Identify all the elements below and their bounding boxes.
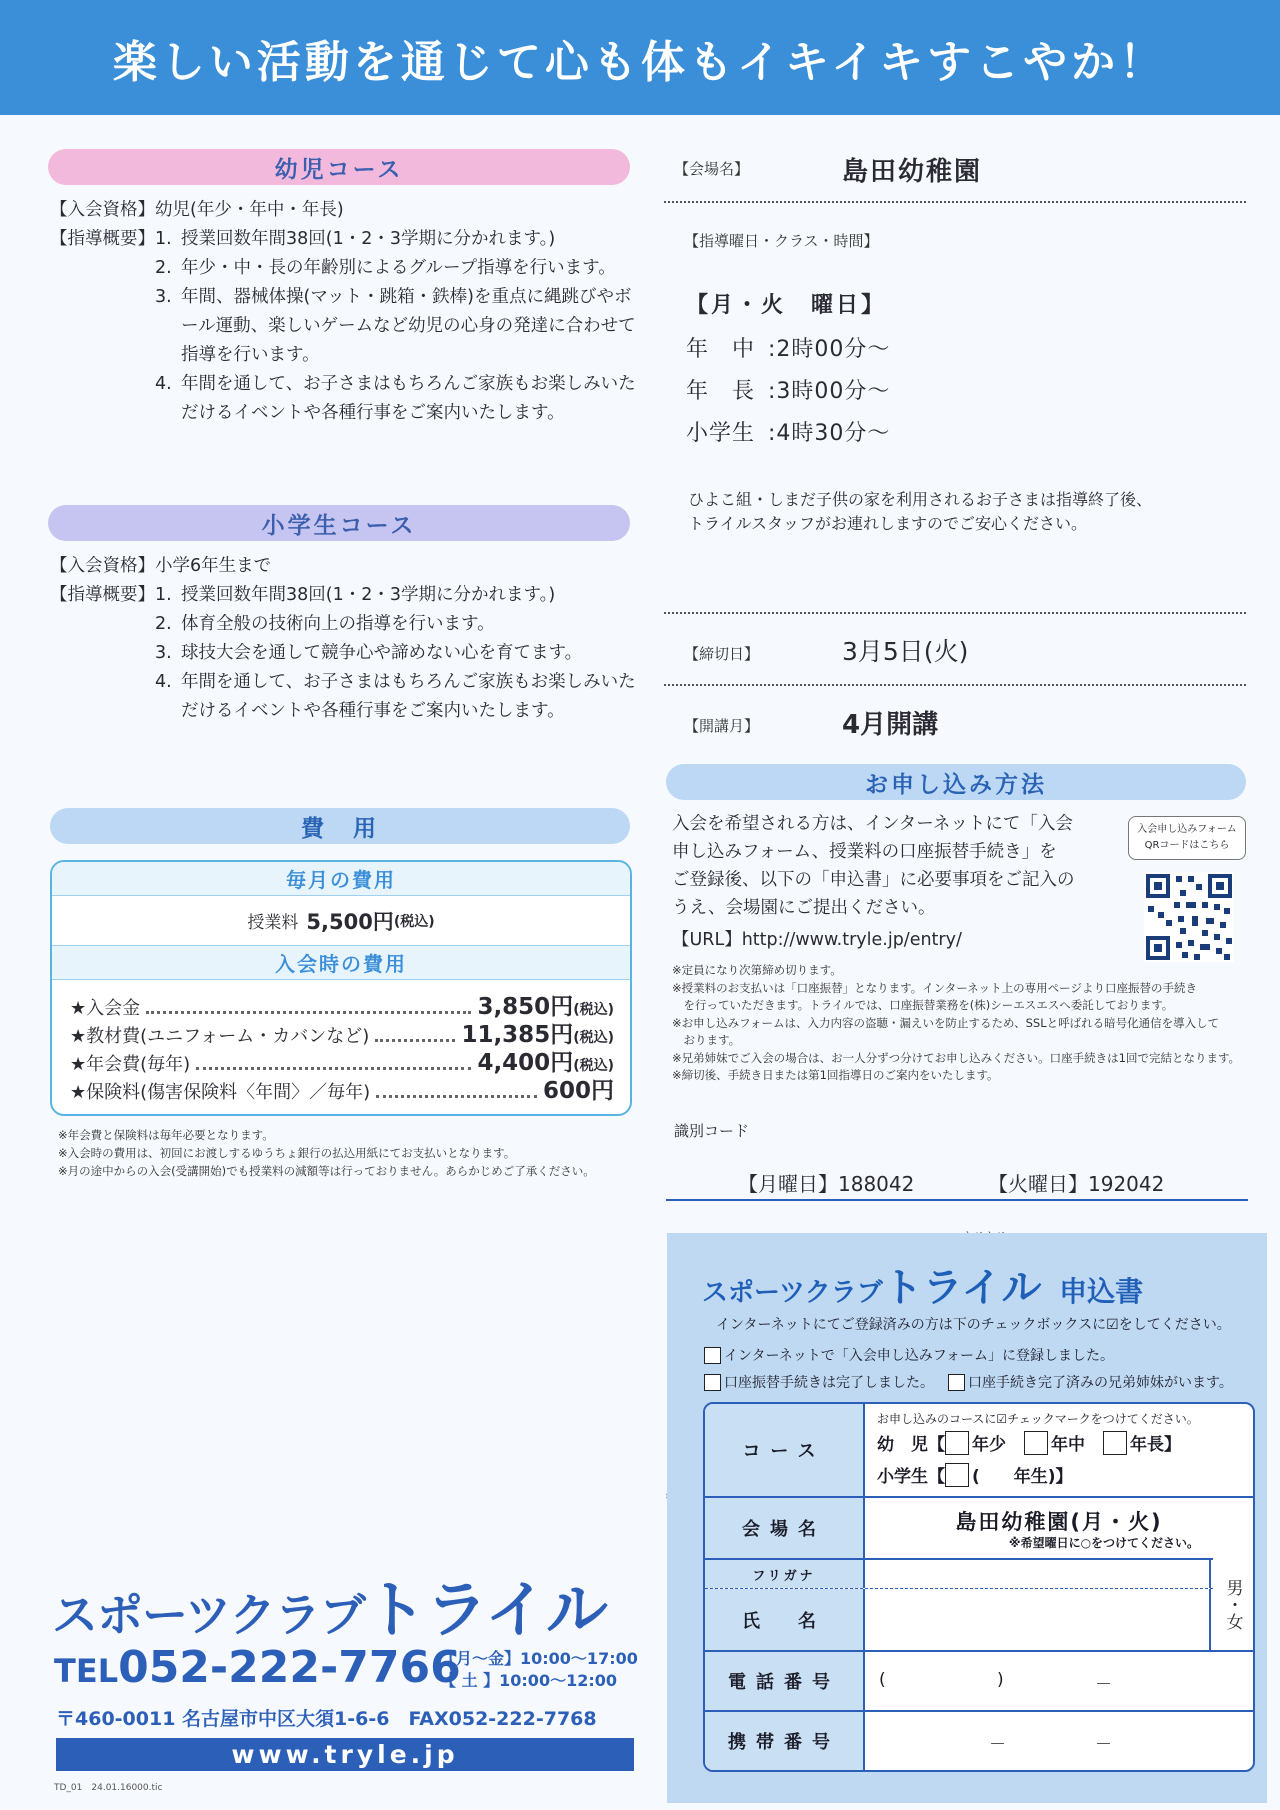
check-row-2 — [704, 1372, 1233, 1392]
mobile-input[interactable] — [865, 1712, 1253, 1770]
form-title-big: トライル — [882, 1265, 1042, 1311]
shogaku-grade-field[interactable]: ( 年生)】 — [972, 1467, 1073, 1487]
apply-note: ※兄弟姉妹でご入会の場合は、お一人分ずつ分けてお申し込みください。口座手続きは1回で完結となります。 — [672, 1050, 1241, 1065]
venue-note: ※希望曜日に○をつけてください。 — [1008, 1536, 1200, 1550]
fees-header-label: 費 用 — [301, 815, 379, 842]
fee-notes — [58, 1126, 648, 1180]
fee-note: ※年会費と保険料は毎年必要となります。 — [58, 1128, 274, 1142]
brand-tel — [54, 1642, 461, 1693]
checkbox-nenchu[interactable] — [1024, 1431, 1048, 1455]
schedule-row: 小学生 :4時30分～ — [686, 421, 891, 446]
apply-text-line: 申し込みフォーム、授業料の口座振替手続き」を — [672, 842, 1057, 862]
apply-url[interactable]: 【URL】http://www.tryle.jp/entry/ — [672, 930, 962, 950]
gender-options[interactable]: 男・女 — [1222, 1578, 1243, 1630]
pickup-note-line: ひよこ組・しまだ子供の家を利用されるお子さまは指導終了後、 — [688, 490, 1153, 509]
deadline-value: 3月5日(火) — [842, 637, 969, 666]
name-row — [705, 1588, 1253, 1650]
form-title — [702, 1256, 1143, 1313]
hours-saturday: 【 土 】10:00～12:00 — [440, 1671, 618, 1690]
check2-label: 口座振替手続きは完了しました。 — [724, 1375, 934, 1391]
youji-qual-value: 幼児(年少・年中・年長) — [155, 200, 344, 220]
fee-box — [50, 860, 632, 1116]
apply-note: ※定員になり次第締め切ります。 — [672, 963, 842, 977]
venue-row — [705, 1496, 1253, 1558]
brand-title-small: スポーツクラブ — [52, 1588, 365, 1642]
website-link[interactable] — [56, 1738, 634, 1771]
apply-text-line: ご登録後、以下の「申込書」に必要事項をご記入の — [672, 870, 1075, 890]
tel-label: TEL — [54, 1652, 119, 1690]
fee-note: ※月の途中からの入会(受講開始)でも授業料の減額等は行っておりません。あらかじめご了承ください。 — [58, 1164, 595, 1178]
shogaku-item: 3. 球技大会を通して競争心や諦めない心を育てます。 — [155, 643, 583, 663]
apply-note: ※お申し込みフォームは、入力内容の盗聴・漏えいを防止するため、SSLと呼ばれる暗号化通信を導入して — [672, 1015, 1220, 1030]
divider — [664, 201, 1246, 203]
fee-row: ★年会費(毎年) 4,400円 (税込) — [70, 1050, 614, 1076]
phone-row — [705, 1650, 1253, 1710]
monthly-fee-label: 授業料 — [247, 913, 299, 933]
deadline-tag: 【締切日】 — [684, 645, 760, 663]
checkbox-account-transfer[interactable] — [704, 1374, 721, 1391]
name-input[interactable] — [865, 1589, 1211, 1650]
shogaku-course-header — [48, 505, 630, 541]
pickup-note — [688, 488, 1248, 536]
fee-row: ★保険料(傷害保険料〈年間〉／毎年) 600円 — [70, 1078, 614, 1104]
apply-header-label: お申し込み方法 — [865, 771, 1047, 798]
shogaku-item: 1. 授業回数年間38回(1・2・3学期に分かれます。) — [155, 585, 556, 605]
youji-course-details — [50, 196, 640, 428]
pickup-note-line: トライルスタッフがお連れしますのでご安心ください。 — [688, 514, 1088, 533]
shogaku-options — [877, 1462, 1073, 1487]
nenchu-label: 年中 — [1051, 1435, 1085, 1455]
id-code-monday: 【月曜日】188042 — [738, 1172, 915, 1196]
mobile-row — [705, 1710, 1253, 1770]
business-hours — [440, 1648, 638, 1692]
mobile-format-dash: － — [989, 1735, 1006, 1755]
shogaku-option-label: 小学生【 — [877, 1467, 945, 1487]
hours-weekday: 【月～金】10:00～17:00 — [440, 1649, 638, 1668]
schedule-tag: 【指導曜日・クラス・時間】 — [684, 232, 879, 250]
qr-caption-line: QRコードはこちら — [1144, 840, 1230, 851]
schedule-days: 【月・火 曜日】 — [686, 293, 887, 318]
checkbox-internet-registered[interactable] — [704, 1347, 721, 1364]
print-code: TD_01 24.01.16000.tic — [54, 1783, 163, 1793]
join-fee-header: 入会時の費用 — [52, 946, 630, 980]
mobile-format-dash: － — [1095, 1735, 1112, 1755]
mobile-head: 携帯番号 — [705, 1712, 865, 1770]
youji-summary-label: 【指導概要】 — [50, 229, 155, 249]
monthly-fee-row — [52, 896, 630, 946]
furigana-head: フリガナ — [705, 1560, 865, 1588]
youji-course-header-label: 幼児コース — [274, 156, 404, 183]
checkbox-sibling[interactable] — [948, 1374, 965, 1391]
divider — [664, 684, 1246, 686]
fees-header — [50, 808, 630, 844]
form-table — [703, 1402, 1255, 1772]
shogaku-qual-label: 【入会資格】 — [50, 556, 155, 576]
join-fee-list — [52, 980, 630, 1106]
qr-code-icon[interactable] — [1144, 872, 1234, 962]
apply-note: を行っていただきます。トライルでは、口座振替業務を(株)シーエスエスへ委託しております。 — [672, 998, 1174, 1012]
phone-head: 電話番号 — [705, 1652, 865, 1710]
monthly-fee-tax: (税込) — [393, 913, 435, 930]
phone-format-open: ( — [879, 1670, 886, 1690]
apply-instructions — [672, 810, 1112, 954]
youji-item: 2. 年少・中・長の年齢別によるグループ指導を行います。 — [155, 258, 616, 278]
venue-body[interactable] — [865, 1498, 1253, 1558]
venue-tag: 【会場名】 — [674, 160, 750, 178]
apply-notes — [672, 962, 1262, 1085]
youji-options — [877, 1430, 1181, 1455]
shogaku-summary-label: 【指導概要】 — [50, 585, 155, 605]
shogaku-course-header-label: 小学生コース — [261, 512, 417, 539]
check-row-1 — [704, 1345, 1114, 1365]
brand-address: 〒460-0011 名古屋市中区大須1-6-6 FAX052-222-7768 — [56, 1708, 597, 1730]
qr-caption-line: 入会申し込みフォーム — [1137, 824, 1237, 835]
shogaku-course-details — [50, 552, 640, 726]
divider — [666, 1199, 1248, 1201]
apply-text-line: 入会を希望される方は、インターネットにて「入会 — [672, 814, 1073, 834]
course-body — [865, 1404, 1253, 1496]
apply-text-line: うえ、会場園にご提出ください。 — [672, 898, 936, 918]
venue-name: 島田幼稚園 — [842, 157, 983, 187]
gender-select[interactable] — [1213, 1558, 1253, 1650]
start-tag: 【開講月】 — [684, 717, 760, 735]
nensho-label: 年少 — [972, 1435, 1006, 1455]
top-banner — [0, 0, 1280, 115]
venue-value: 島田幼稚園(月・火) — [955, 1510, 1163, 1534]
youji-option-label: 幼 児【 — [877, 1435, 945, 1455]
apply-header — [666, 764, 1246, 800]
fee-row: ★教材費(ユニフォーム・カバンなど) 11,385円 (税込) — [70, 1022, 614, 1048]
course-row — [705, 1404, 1253, 1496]
shogaku-item: 4. 年間を通して、お子さまはもちろんご家族もお楽しみいただけるイベントや各種行事をご案内いたします。 — [155, 672, 636, 721]
apply-note: おります。 — [672, 1033, 741, 1047]
check3-label: 口座手続き完了済みの兄弟姉妹がいます。 — [968, 1375, 1233, 1391]
form-title-small: スポーツクラブ — [702, 1278, 883, 1308]
fee-row: ★入会金 3,850円 (税込) — [70, 994, 614, 1020]
qr-caption — [1128, 816, 1246, 860]
nencho-label: 年長】 — [1130, 1435, 1181, 1455]
start-value: 4月開講 — [842, 710, 939, 740]
brand-title-big: トライル — [364, 1573, 607, 1646]
schedule-row: 年 中 :2時00分～ — [686, 337, 891, 362]
youji-item: 4. 年間を通して、お子さまはもちろんご家族もお楽しみいただけるイベントや各種行事をご案内いたします。 — [155, 374, 636, 423]
schedule-block — [686, 285, 1186, 455]
youji-course-header — [48, 149, 630, 185]
venue-head: 会場名 — [705, 1498, 865, 1558]
apply-note: ※締切後、手続き日または第1回指導日のご案内をいたします。 — [672, 1068, 999, 1082]
form-intro: インターネットにてご登録済みの方は下のチェックボックスに☑をしてください。 — [716, 1317, 1231, 1333]
phone-input[interactable] — [865, 1652, 1253, 1710]
website-url[interactable]: www.tryle.jp — [231, 1740, 459, 1769]
course-note: お申し込みのコースに☑チェックマークをつけてください。 — [877, 1412, 1199, 1426]
check1-label: インターネットで「入会申し込みフォーム」に登録しました。 — [724, 1348, 1115, 1364]
phone-format-dash: － — [1095, 1675, 1112, 1695]
form-title-suffix: 申込書 — [1059, 1275, 1144, 1308]
course-head: コース — [705, 1404, 865, 1496]
phone-format-close: ) — [997, 1670, 1004, 1690]
furigana-input[interactable] — [865, 1560, 1211, 1588]
monthly-fee-amount: 5,500円 — [306, 909, 394, 934]
checkbox-shogaku[interactable] — [945, 1463, 969, 1487]
id-code-label: 識別コード — [674, 1122, 750, 1140]
youji-item: 3. 年間、器械体操(マット・跳箱・鉄棒)を重点に縄跳びやボール運動、楽しいゲームなど幼児の心身の発達に合わせて指導を行います。 — [155, 287, 636, 365]
banner-title: 楽しい活動を通じて心も体もイキイキすこやか！ — [112, 36, 1168, 88]
schedule-row: 年 長 :3時00分～ — [686, 379, 891, 404]
furigana-row — [705, 1558, 1253, 1588]
youji-item: 1. 授業回数年間38回(1・2・3学期に分かれます。) — [155, 229, 556, 249]
shogaku-qual-value: 小学6年生まで — [155, 556, 272, 576]
checkbox-nencho[interactable] — [1103, 1431, 1127, 1455]
apply-note: ※授業料のお支払いは「口座振替」となります。インターネット上の専用ページより口座振替の手続き — [672, 980, 1197, 995]
monthly-fee-header: 毎月の費用 — [52, 862, 630, 896]
checkbox-nensho[interactable] — [945, 1431, 969, 1455]
id-code-tuesday: 【火曜日】192042 — [988, 1172, 1165, 1196]
tel-number[interactable]: 052-222-7766 — [118, 1642, 461, 1693]
youji-qual-label: 【入会資格】 — [50, 200, 155, 220]
fee-note: ※入会時の費用は、初回にお渡しするゆうちょ銀行の払込用紙にてお支払いとなります。 — [58, 1146, 516, 1160]
divider — [664, 612, 1246, 614]
name-head: 氏 名 — [705, 1589, 865, 1650]
shogaku-item: 2. 体育全般の技術向上の指導を行います。 — [155, 614, 495, 634]
brand-logo — [52, 1560, 607, 1649]
